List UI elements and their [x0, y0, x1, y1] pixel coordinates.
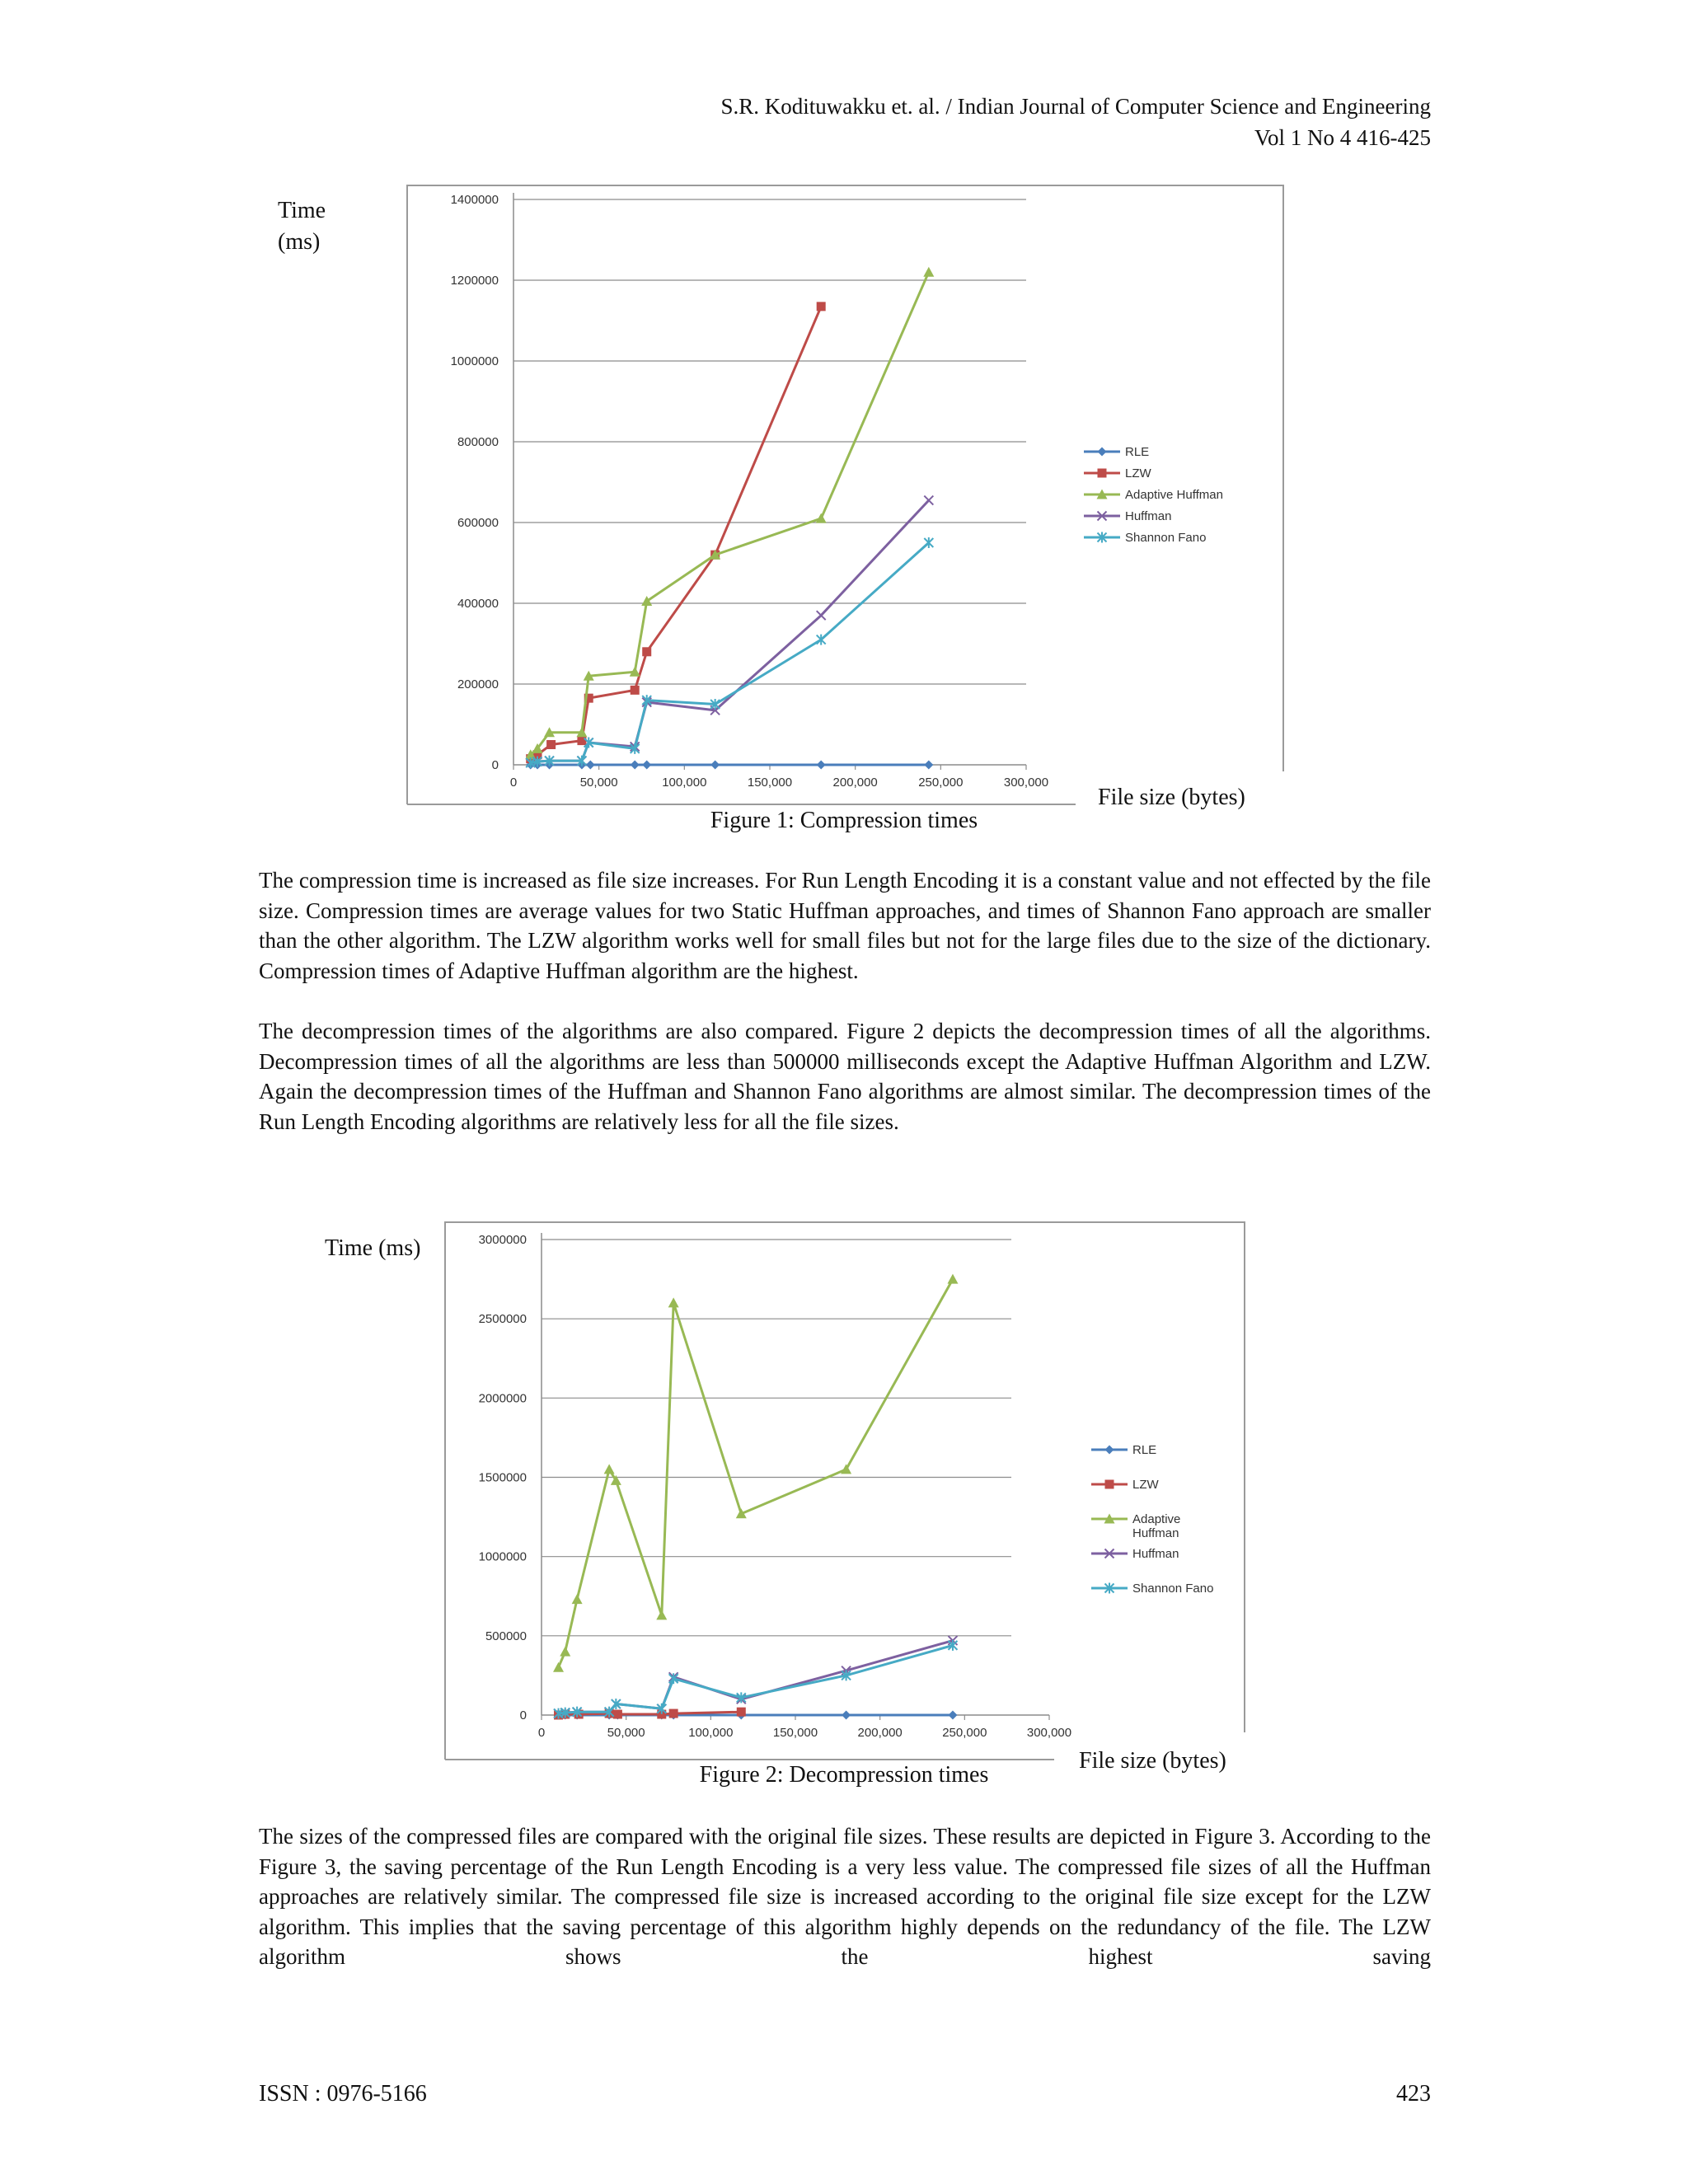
- legend-label: Huffman: [1125, 509, 1172, 523]
- x-tick-label: 200,000: [832, 776, 878, 790]
- data-point-shannon-fano: [817, 635, 826, 645]
- data-point-lzw: [817, 302, 826, 311]
- data-point-rle: [948, 1711, 957, 1720]
- y-tick-label: 800000: [457, 435, 499, 449]
- x-tick-label: 0: [509, 776, 518, 790]
- data-point-huffman: [924, 496, 933, 505]
- data-point-rle: [631, 761, 640, 770]
- series-shannon-fano: [554, 1640, 957, 1719]
- x-tick-label: 250,000: [942, 1726, 987, 1740]
- paragraph-compressed-sizes: The sizes of the compressed files are compared with the original file sizes. These results are depicted in Figure 3. According to the Figure 3, the saving percentage of the Run Length Encoding is a very less value. The compressed file sizes of all the Huffman approaches are relatively similar. The compressed file size is increased according to the original file size except for the LZW algorithm. This implies that the saving percentage of this algorithm highly depends on the redundancy of the file. The LZW algorithm shows the highest saving: [259, 1824, 1431, 1969]
- paragraph-decompression-discussion: The decompression times of the algorithms are also compared. Figure 2 depicts the decompression times of all the algorithms. Decompression times of all the algorithms are less than 500000 milliseconds except the Adaptive Huffman Algorithm and LZW. Again the decompression times of the Huffman and Shannon Fano algorithms are almost similar. The decompression times of the Run Length Encoding algorithms are relatively less for all the file sizes.: [259, 1019, 1431, 1134]
- data-point-lzw: [737, 1708, 746, 1717]
- legend-label: LZW: [1125, 466, 1151, 480]
- figure1-ylabel-time: Time: [278, 198, 326, 223]
- figure2-xlabel: File size (bytes): [1079, 1748, 1226, 1774]
- x-tick-label: 150,000: [747, 776, 793, 790]
- data-point-lzw: [546, 740, 556, 749]
- footer-issn: ISSN : 0976-5166: [259, 2081, 427, 2107]
- x-tick-label: 0: [537, 1726, 546, 1740]
- x-tick-label: 50,000: [579, 776, 618, 790]
- y-tick-label: 600000: [457, 516, 499, 530]
- data-point-adaptive-huffman: [947, 1274, 958, 1284]
- figure1-chart: [406, 185, 1285, 805]
- figure1-chart-svg: [406, 185, 1285, 805]
- series-huffman: [526, 496, 933, 768]
- y-tick-label: 1500000: [478, 1470, 527, 1485]
- legend-entry-huffman: [1084, 509, 1171, 523]
- data-point-rle: [842, 1711, 851, 1720]
- y-tick-label: 0: [491, 758, 499, 772]
- data-point-lzw: [669, 1709, 678, 1718]
- legend-label: Huffman: [1132, 1526, 1179, 1540]
- x-tick-label: 300,000: [1003, 776, 1049, 790]
- series-lzw: [554, 1708, 746, 1720]
- series-adaptive-huffman: [553, 1274, 958, 1672]
- y-tick-label: 200000: [457, 677, 499, 691]
- legend-marker: [1098, 469, 1107, 478]
- y-tick-label: 1400000: [450, 193, 499, 207]
- x-tick-label: 100,000: [662, 776, 707, 790]
- y-tick-label: 2500000: [478, 1312, 527, 1327]
- legend-label: RLE: [1132, 1443, 1157, 1457]
- x-tick-label: 200,000: [857, 1726, 903, 1740]
- figure2-chart-svg: [444, 1221, 1246, 1761]
- running-header-journal: S.R. Kodituwakku et. al. / Indian Journal of Computer Science and Engineering: [720, 94, 1431, 119]
- y-tick-label: 500000: [485, 1629, 527, 1643]
- data-point-shannon-fano: [924, 537, 933, 548]
- figure2-chart: [444, 1221, 1246, 1761]
- figure1-xlabel: File size (bytes): [1098, 785, 1245, 810]
- legend-entry-adaptive-huffman: [1091, 1512, 1180, 1540]
- y-tick-label: 1200000: [450, 274, 499, 288]
- data-point-adaptive-huffman: [841, 1464, 851, 1474]
- data-point-rle: [586, 761, 595, 770]
- data-point-lzw: [631, 686, 640, 695]
- running-header-volume: Vol 1 No 4 416-425: [1254, 125, 1431, 150]
- data-point-rle: [710, 761, 720, 770]
- legend-entry-rle: [1091, 1443, 1156, 1457]
- data-point-adaptive-huffman: [604, 1464, 615, 1474]
- legend-marker: [1098, 448, 1107, 457]
- x-tick-label: 250,000: [918, 776, 964, 790]
- chart-frame: [445, 1222, 1245, 1760]
- legend-entry-rle: [1084, 445, 1149, 459]
- legend-label: RLE: [1125, 445, 1150, 459]
- legend-label: Huffman: [1132, 1547, 1179, 1561]
- data-point-adaptive-huffman: [923, 267, 934, 277]
- y-tick-label: 2000000: [478, 1391, 527, 1406]
- series-line-adaptive-huffman: [531, 272, 929, 755]
- data-point-adaptive-huffman: [572, 1594, 583, 1604]
- data-point-huffman: [817, 611, 826, 620]
- y-tick-label: 1000000: [478, 1549, 527, 1564]
- legend-marker: [1105, 1480, 1114, 1489]
- paragraph-compression-discussion: The compression time is increased as file size increases. For Run Length Encoding it is a constant value and not effected by the file size. Compression times are average values for two Static Huffman approaches, and times of Shannon Fano approach are smaller than the other algorithm. The LZW algorithm works well for small files but not for the large files due to the size of the dictionary. Compression times of Adaptive Huffman algorithm are the highest.: [259, 868, 1431, 983]
- series-shannon-fano: [526, 537, 933, 768]
- legend-label: Adaptive Huffman: [1125, 488, 1223, 502]
- y-tick-label: 1000000: [450, 354, 499, 368]
- data-point-adaptive-huffman: [560, 1647, 570, 1657]
- footer-page-number: 423: [1396, 2081, 1431, 2107]
- legend-entry-huffman: [1091, 1547, 1179, 1561]
- data-point-lzw: [613, 1710, 622, 1719]
- x-tick-label: 300,000: [1026, 1726, 1072, 1740]
- legend-marker: [1105, 1446, 1114, 1455]
- x-tick-label: 100,000: [688, 1726, 734, 1740]
- legend-label: Adaptive: [1132, 1512, 1181, 1526]
- legend-entry-lzw: [1084, 466, 1152, 480]
- figure1-ylabel-unit: (ms): [278, 229, 321, 255]
- series-line-huffman: [531, 500, 929, 762]
- series-rle: [526, 761, 933, 770]
- data-point-rle: [642, 761, 651, 770]
- series-line-adaptive-huffman: [559, 1279, 954, 1667]
- x-tick-label: 150,000: [772, 1726, 818, 1740]
- series-adaptive-huffman: [525, 267, 934, 760]
- series-line-shannon-fano: [531, 543, 929, 763]
- data-point-rle: [817, 761, 826, 770]
- figure1-caption: Figure 1: Compression times: [710, 808, 978, 833]
- legend-label: Shannon Fano: [1132, 1582, 1214, 1596]
- legend-entry-lzw: [1091, 1478, 1160, 1492]
- data-point-adaptive-huffman: [816, 513, 827, 523]
- legend-entry-adaptive-huffman: [1084, 488, 1223, 502]
- legend-entry-shannon-fano: [1091, 1582, 1213, 1596]
- data-point-lzw: [577, 736, 586, 745]
- figure2-ylabel: Time (ms): [325, 1235, 421, 1261]
- y-tick-label: 3000000: [478, 1233, 527, 1247]
- data-point-adaptive-huffman: [553, 1662, 564, 1672]
- legend-label: LZW: [1132, 1478, 1159, 1492]
- y-tick-label: 400000: [457, 597, 499, 611]
- legend-entry-shannon-fano: [1084, 531, 1206, 545]
- data-point-adaptive-huffman: [656, 1610, 667, 1619]
- data-point-adaptive-huffman: [668, 1297, 679, 1307]
- legend-label: Shannon Fano: [1125, 531, 1207, 545]
- figure2-caption: Figure 2: Decompression times: [699, 1762, 989, 1788]
- y-tick-label: 0: [519, 1708, 527, 1722]
- data-point-rle: [924, 761, 933, 770]
- data-point-lzw: [642, 647, 651, 656]
- x-tick-label: 50,000: [607, 1726, 645, 1740]
